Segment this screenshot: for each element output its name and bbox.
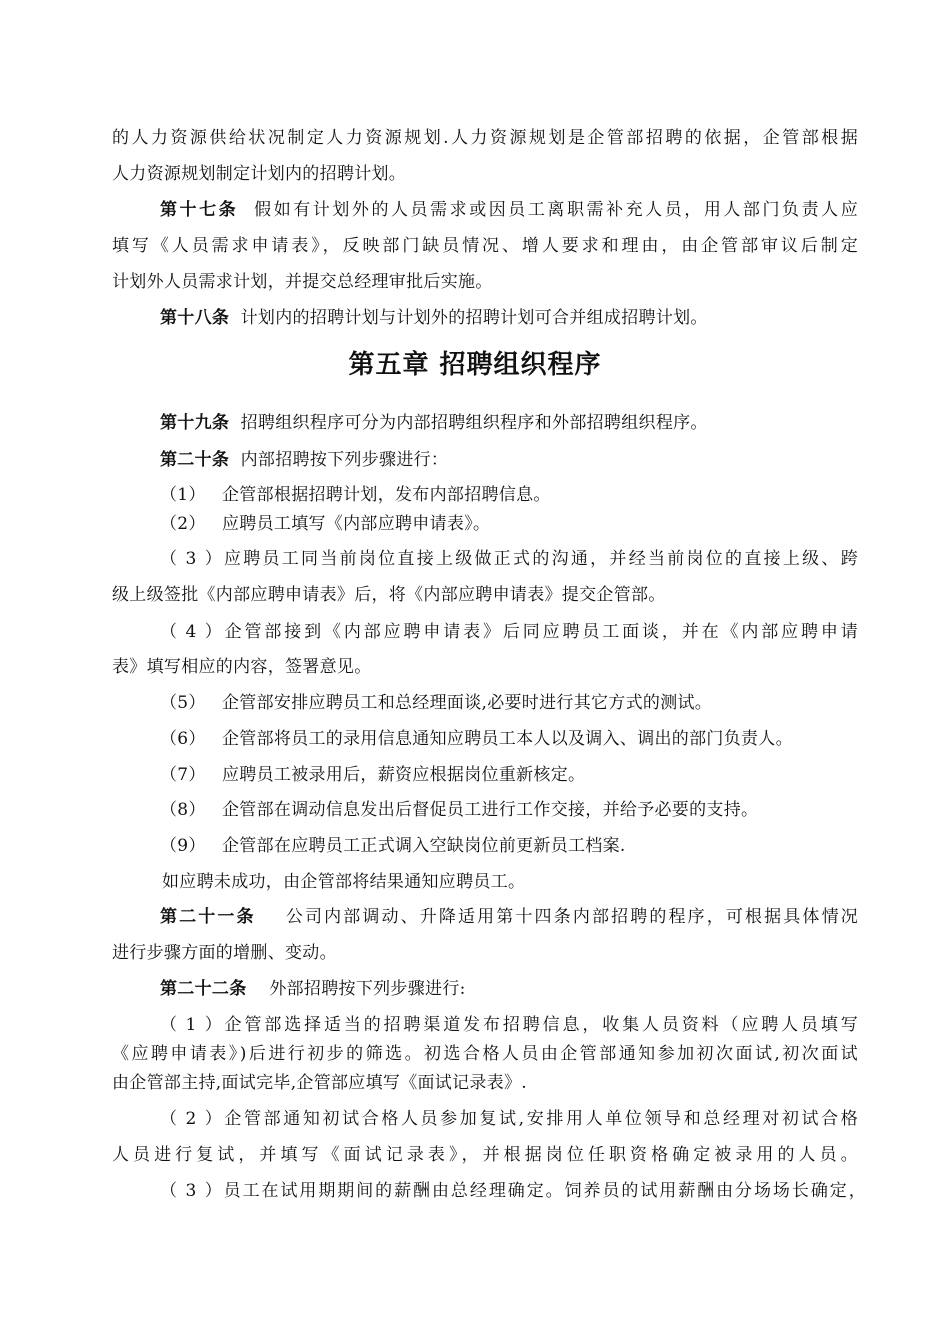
step-number: （8）: [160, 800, 206, 820]
internal-step-4-cont: 表》填写相应的内容，签署意见。: [112, 657, 372, 677]
article-21-line-2: 进行步骤方面的增删、变动。: [112, 943, 337, 963]
step-text: 应聘员工同当前岗位直接上级做正式的沟通，并经当前岗位的直接上级、跨: [222, 549, 858, 569]
article-21-line-1: [160, 906, 858, 928]
step-number: （1）: [160, 1015, 222, 1035]
internal-step-1: [160, 484, 551, 506]
step-text: 企管部根据招聘计划，发布内部招聘信息。: [222, 485, 551, 505]
article-17-line-3: 计划外人员需求计划，并提交总经理审批后实施。: [112, 272, 493, 292]
article-22-text: 外部招聘按下列步骤进行:: [269, 979, 466, 999]
step-number: （7）: [160, 765, 206, 785]
internal-step-7: [160, 764, 585, 786]
step-text: 企管部在调动信息发出后督促员工进行工作交接，并给予必要的支持。: [222, 800, 759, 820]
chapter-title: 第五章 招聘组织程序: [348, 350, 602, 380]
article-19-label: 第十九条: [160, 413, 230, 433]
article-22-label: 第二十二条: [160, 979, 247, 999]
article-21-text: 公司内部调动、升降适用第十四条内部招聘的程序，可根据具体情况: [285, 907, 858, 927]
article-17-label: 第十七条: [160, 200, 239, 220]
step-number: （2）: [160, 1109, 222, 1129]
step-text: 企管部安排应聘员工和总经理面谈,必要时进行其它方式的测试。: [222, 693, 713, 713]
step-text: 员工在试用期期间的薪酬由总经理确定。饲养员的试用薪酬由分场场长确定，: [222, 1181, 866, 1201]
external-step-2-cont: 人员进行复试，并填写《面试记录表》，并根据岗位任职资格确定被录用的人员。: [112, 1145, 858, 1165]
article-20: [160, 449, 448, 471]
step-number: （3）: [160, 549, 222, 569]
internal-step-6: [160, 728, 793, 750]
step-number: （2）: [160, 514, 206, 534]
intro-line-2: 人力资源规划制定计划内的招聘计划。: [112, 164, 407, 184]
article-20-text: 内部招聘按下列步骤进行：: [240, 450, 449, 470]
article-17-line-1: [160, 199, 858, 221]
internal-step-3: [160, 548, 858, 570]
step-text: 企管部将员工的录用信息通知应聘员工本人以及调入、调出的部门负责人。: [222, 729, 793, 749]
external-step-1: [160, 1014, 858, 1036]
article-21-label: 第二十一条: [160, 907, 256, 927]
article-19: [160, 412, 708, 434]
intro-line-1: 的人力资源供给状况制定人力资源规划.人力资源规划是企管部招聘的依据，企管部根据: [112, 128, 858, 148]
step-number: （4）: [160, 622, 222, 642]
article-17-line-2: 填写《人员需求申请表》，反映部门缺员情况、增人要求和理由，由企管部审议后制定: [112, 236, 858, 256]
article-22: [160, 978, 466, 1000]
step-text: 应聘员工被录用后，薪资应根据岗位重新核定。: [222, 765, 586, 785]
external-step-1-cont-2: 由企管部主持,面试完毕,企管部应填写《面试记录表》.: [112, 1073, 528, 1093]
step-text: 企管部接到《内部应聘申请表》后同应聘员工面谈，并在《内部应聘申请: [222, 622, 858, 642]
external-step-3: [160, 1180, 866, 1202]
article-19-text: 招聘组织程序可分为内部招聘组织程序和外部招聘组织程序。: [240, 413, 708, 433]
step-text: 企管部通知初试合格人员参加复试,安排用人单位领导和总经理对初试合格: [222, 1109, 858, 1129]
external-step-2: [160, 1108, 858, 1130]
article-18-text: 计划内的招聘计划与计划外的招聘计划可合并组成招聘计划。: [240, 308, 708, 328]
internal-step-3-cont: 级上级签批《内部应聘申请表》后，将《内部应聘申请表》提交企管部。: [112, 585, 666, 605]
external-step-1-cont-1: 《应聘申请表》)后进行初步的筛选。初选合格人员由企管部通知参加初次面试,初次面试: [112, 1044, 858, 1064]
step-text: 应聘员工填写《内部应聘申请表》。: [222, 514, 491, 534]
internal-step-5: [160, 692, 712, 714]
step-text: 企管部选择适当的招聘渠道发布招聘信息，收集人员资料（应聘人员填写: [222, 1015, 858, 1035]
step-text: 企管部在应聘员工正式调入空缺岗位前更新员工档案.: [222, 836, 626, 856]
internal-step-9: [160, 835, 626, 857]
step-number: （1）: [160, 485, 206, 505]
article-18: [160, 307, 708, 329]
article-18-label: 第十八条: [160, 308, 230, 328]
step-number: （5）: [160, 693, 206, 713]
unsuccessful-note: 如应聘未成功，由企管部将结果通知应聘员工。: [162, 872, 526, 892]
step-number: （3）: [160, 1181, 222, 1201]
step-number: （6）: [160, 729, 206, 749]
internal-step-8: [160, 799, 758, 821]
article-17-text: 假如有计划外的人员需求或因员工离职需补充人员，用人部门负责人应: [254, 200, 858, 220]
step-number: （9）: [160, 836, 206, 856]
internal-step-4: [160, 621, 858, 643]
internal-step-2: [160, 513, 490, 535]
article-20-label: 第二十条: [160, 450, 230, 470]
